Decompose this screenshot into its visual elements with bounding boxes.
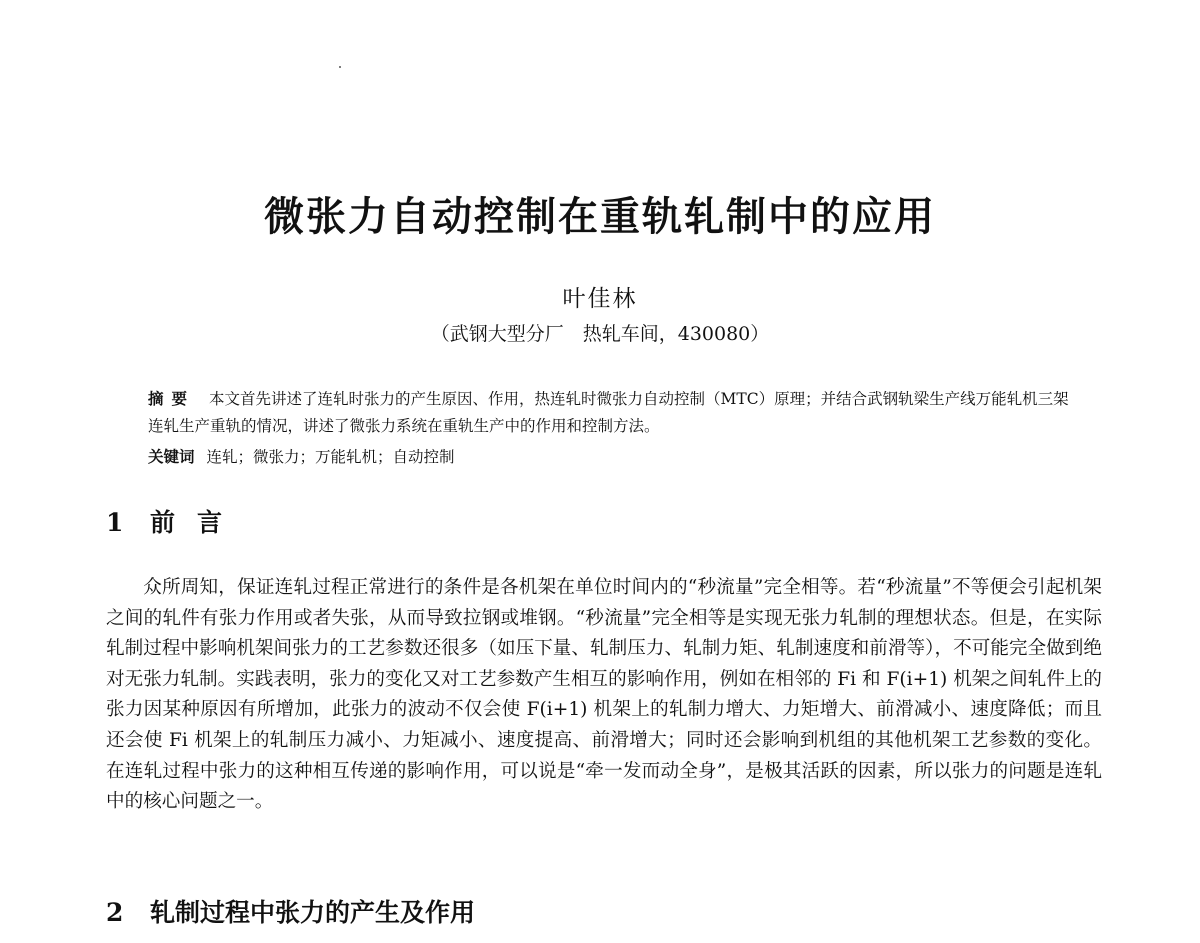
author-affiliation: （武钢大型分厂 热轧车间，430080） xyxy=(430,323,770,345)
section-title-1: 前言 xyxy=(150,508,245,537)
keywords-text: 连轧；微张力；万能轧机；自动控制 xyxy=(206,448,455,466)
author-name: 叶佳林 xyxy=(562,286,638,312)
abstract xyxy=(148,386,1078,440)
keywords xyxy=(148,444,1078,471)
section-title-2: 轧制过程中张力的产生及作用 xyxy=(150,898,476,927)
abstract-label: 摘要 xyxy=(148,390,196,408)
paper-title: 微张力自动控制在重轨轧制中的应用 xyxy=(264,194,936,240)
section-number-2: 2 xyxy=(106,898,124,927)
section-heading-2 xyxy=(106,896,475,930)
section-number-1: 1 xyxy=(106,508,124,537)
section-body-1: 众所周知，保证连轧过程正常进行的条件是各机架在单位时间内的“秒流量”完全相等。若“秒流量”不等便会引起机架之间的轧件有张力作用或者失张，从而导致拉钢或堆钢。“秒流量”完全相等是实现无张力轧制的理想状态。但是，在实际轧制过程中影响机架间张力的工艺参数还很多（如压下量、轧制压力、轧制力矩、轧制速度和前滑等），不可能完全做到绝对无张力轧制。实践表明，张力的变化又对工艺参数产生相互的影响作用，例如在相邻的 Fi 和 F(i+1) 机架之间轧件上的张力因某种原因有所增加，此张力的波动不仅会使 F(i+1) 机架上的轧制力增大、力矩增大、前滑减小、速度降低；而且还会使 Fi 机架上的轧制压力减小、力矩减小、速度提高、前滑增大；同时还会影响到机组的其他机架工艺参数的变化。在连轧过程中张力的这种相互传递的影响作用，可以说是“牵一发而动全身”，是极其活跃的因素，所以张力的问题是连轧中的核心问题之一。 xyxy=(106,577,1102,813)
abstract-text: 本文首先讲述了连轧时张力的产生原因、作用，热连轧时微张力自动控制（MTC）原理；并结合武钢轨梁生产线万能轧机三架连轧生产重轨的情况，讲述了微张力系统在重轨生产中的作用和控制方法。 xyxy=(148,390,1069,435)
keywords-label: 关键词 xyxy=(148,448,195,466)
section-heading-1 xyxy=(106,506,244,540)
scan-speck xyxy=(339,66,341,68)
